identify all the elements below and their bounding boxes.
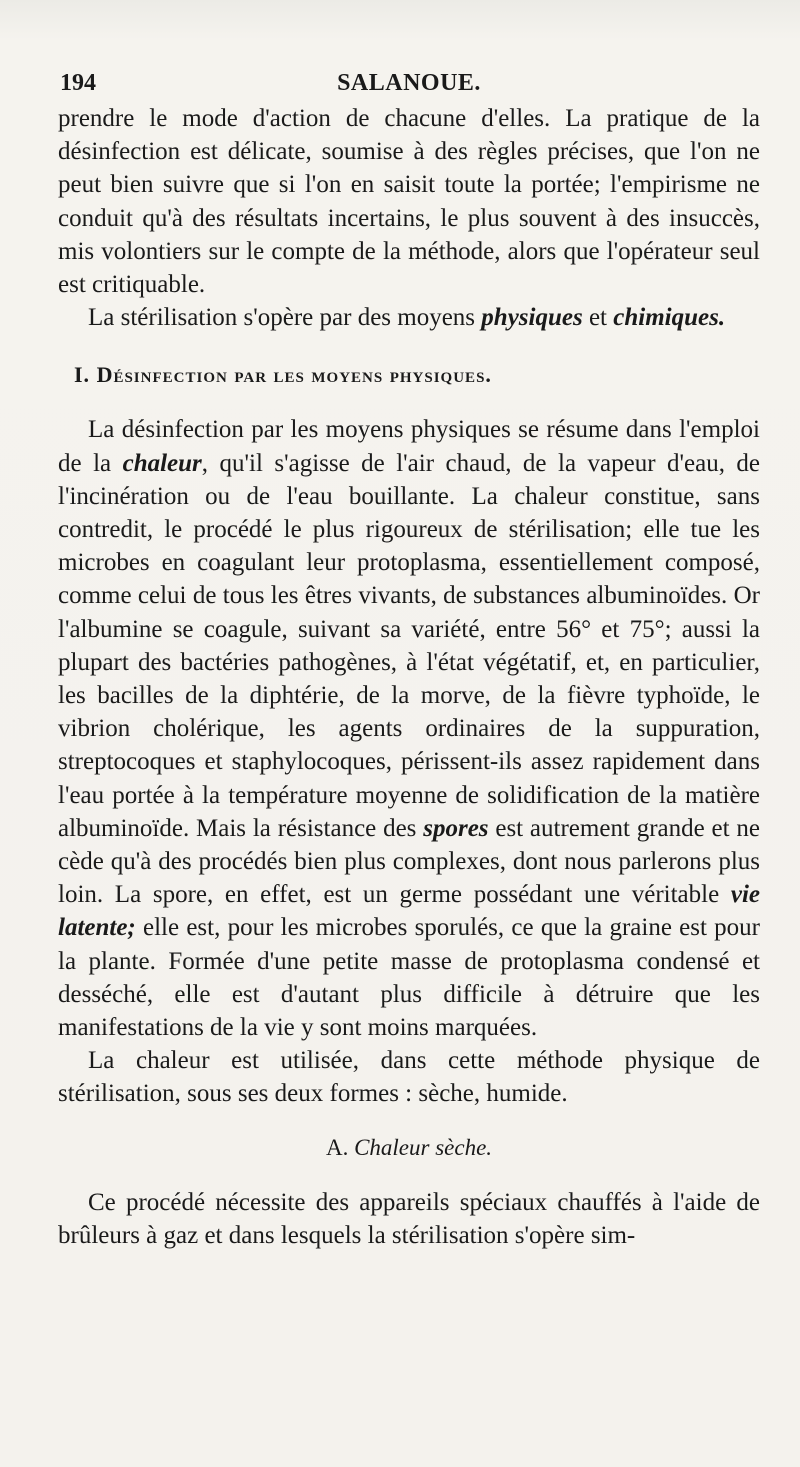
paragraph-sterilisation-means <box>58 301 760 334</box>
text-run: est autrement grande et ne cède qu'à des procédés bien plus complexes, dont nous parlerons plus loin. La spore, en effet, est un germe possédant une véritable <box>58 814 760 909</box>
text-run: La stérilisation s'opère par des moyens <box>88 304 482 332</box>
emphasis-spores: spores <box>423 814 489 842</box>
emphasis-chaleur: chaleur <box>122 449 202 477</box>
section-title-text: ésinfection par les moyens physiques. <box>113 362 492 388</box>
emphasis-vie-latente: vie latente; <box>58 881 760 942</box>
text-run: La désinfection par les moyens physiques se résume dans l'emploi de la <box>58 416 760 477</box>
running-head: SALANOUE. <box>337 70 481 96</box>
subsection-heading <box>58 1131 760 1164</box>
emphasis-physiques: physiques <box>481 304 583 332</box>
text-run: elle est, pour les microbes sporulés, ce que la graine est pour la plante. Formée d'une petite masse de protoplasma condensé et desséché, elle est d'autant plus difficile à détruire que les manifestations de la vie y sont moins marquées. <box>58 914 760 1042</box>
paragraph-continuation: prendre le mode d'action de chacune d'elles. La pratique de la désinfection est délicate, soumise à des règles précises, que l'on ne peut bien suivre que si l'on en saisit toute la portée; l'empirisme ne conduit qu'à des résultats incertains, le plus souvent à des insuccès, mis volontiers sur le compte de la méthode, alors que l'opérateur seul est critiquable. <box>58 105 760 299</box>
subsection-title-text: Chaleur sèche. <box>354 1134 493 1160</box>
text-run: , qu'il s'agisse de l'air chaud, de la vapeur d'eau, de l'incinération ou de l'eau bouillante. La chaleur constitue, sans contredit, le procédé le plus rigoureux de stérilisation; elle tue les microbes en coagulant leur protoplasma, essentiellement composé, comme celui de tous les êtres vivants, de substances albuminoïdes. Or l'albumine se coagule, suivant sa variété, entre 56° et 75°; aussi la plupart des bactéries pathogènes, à l'état végétatif, et, en particulier, les bacilles de la diphtérie, de la morve, de la fièvre typhoïde, le vibrion cholérique, les agents ordinaires de la suppuration, streptocoques et staphylocoques, périssent-ils assez rapidement dans l'eau portée à la température moyenne de solidification de la matière albuminoïde. Mais la résistance des <box>58 449 761 842</box>
page-number: 194 <box>60 70 96 96</box>
paragraph-procede: Ce procédé nécessite des appareils spéciaux chauffés à l'aide de brûleurs à gaz et dans lesquels la stérilisation s'opère sim- <box>58 1188 760 1249</box>
subsection-letter: A. <box>325 1134 349 1160</box>
section-first-letter: D <box>96 362 114 388</box>
emphasis-chimiques: chimiques. <box>613 304 726 332</box>
body-text <box>58 102 760 1252</box>
section-heading <box>58 358 760 391</box>
paragraph-chaleur <box>58 413 760 1044</box>
section-number: I. <box>74 362 91 388</box>
paragraph-deux-formes: La chaleur est utilisée, dans cette méthode physique de stérilisation, sous ses deux formes : sèche, humide. <box>58 1047 760 1108</box>
text-run: et <box>582 304 614 332</box>
page-header <box>58 62 760 102</box>
